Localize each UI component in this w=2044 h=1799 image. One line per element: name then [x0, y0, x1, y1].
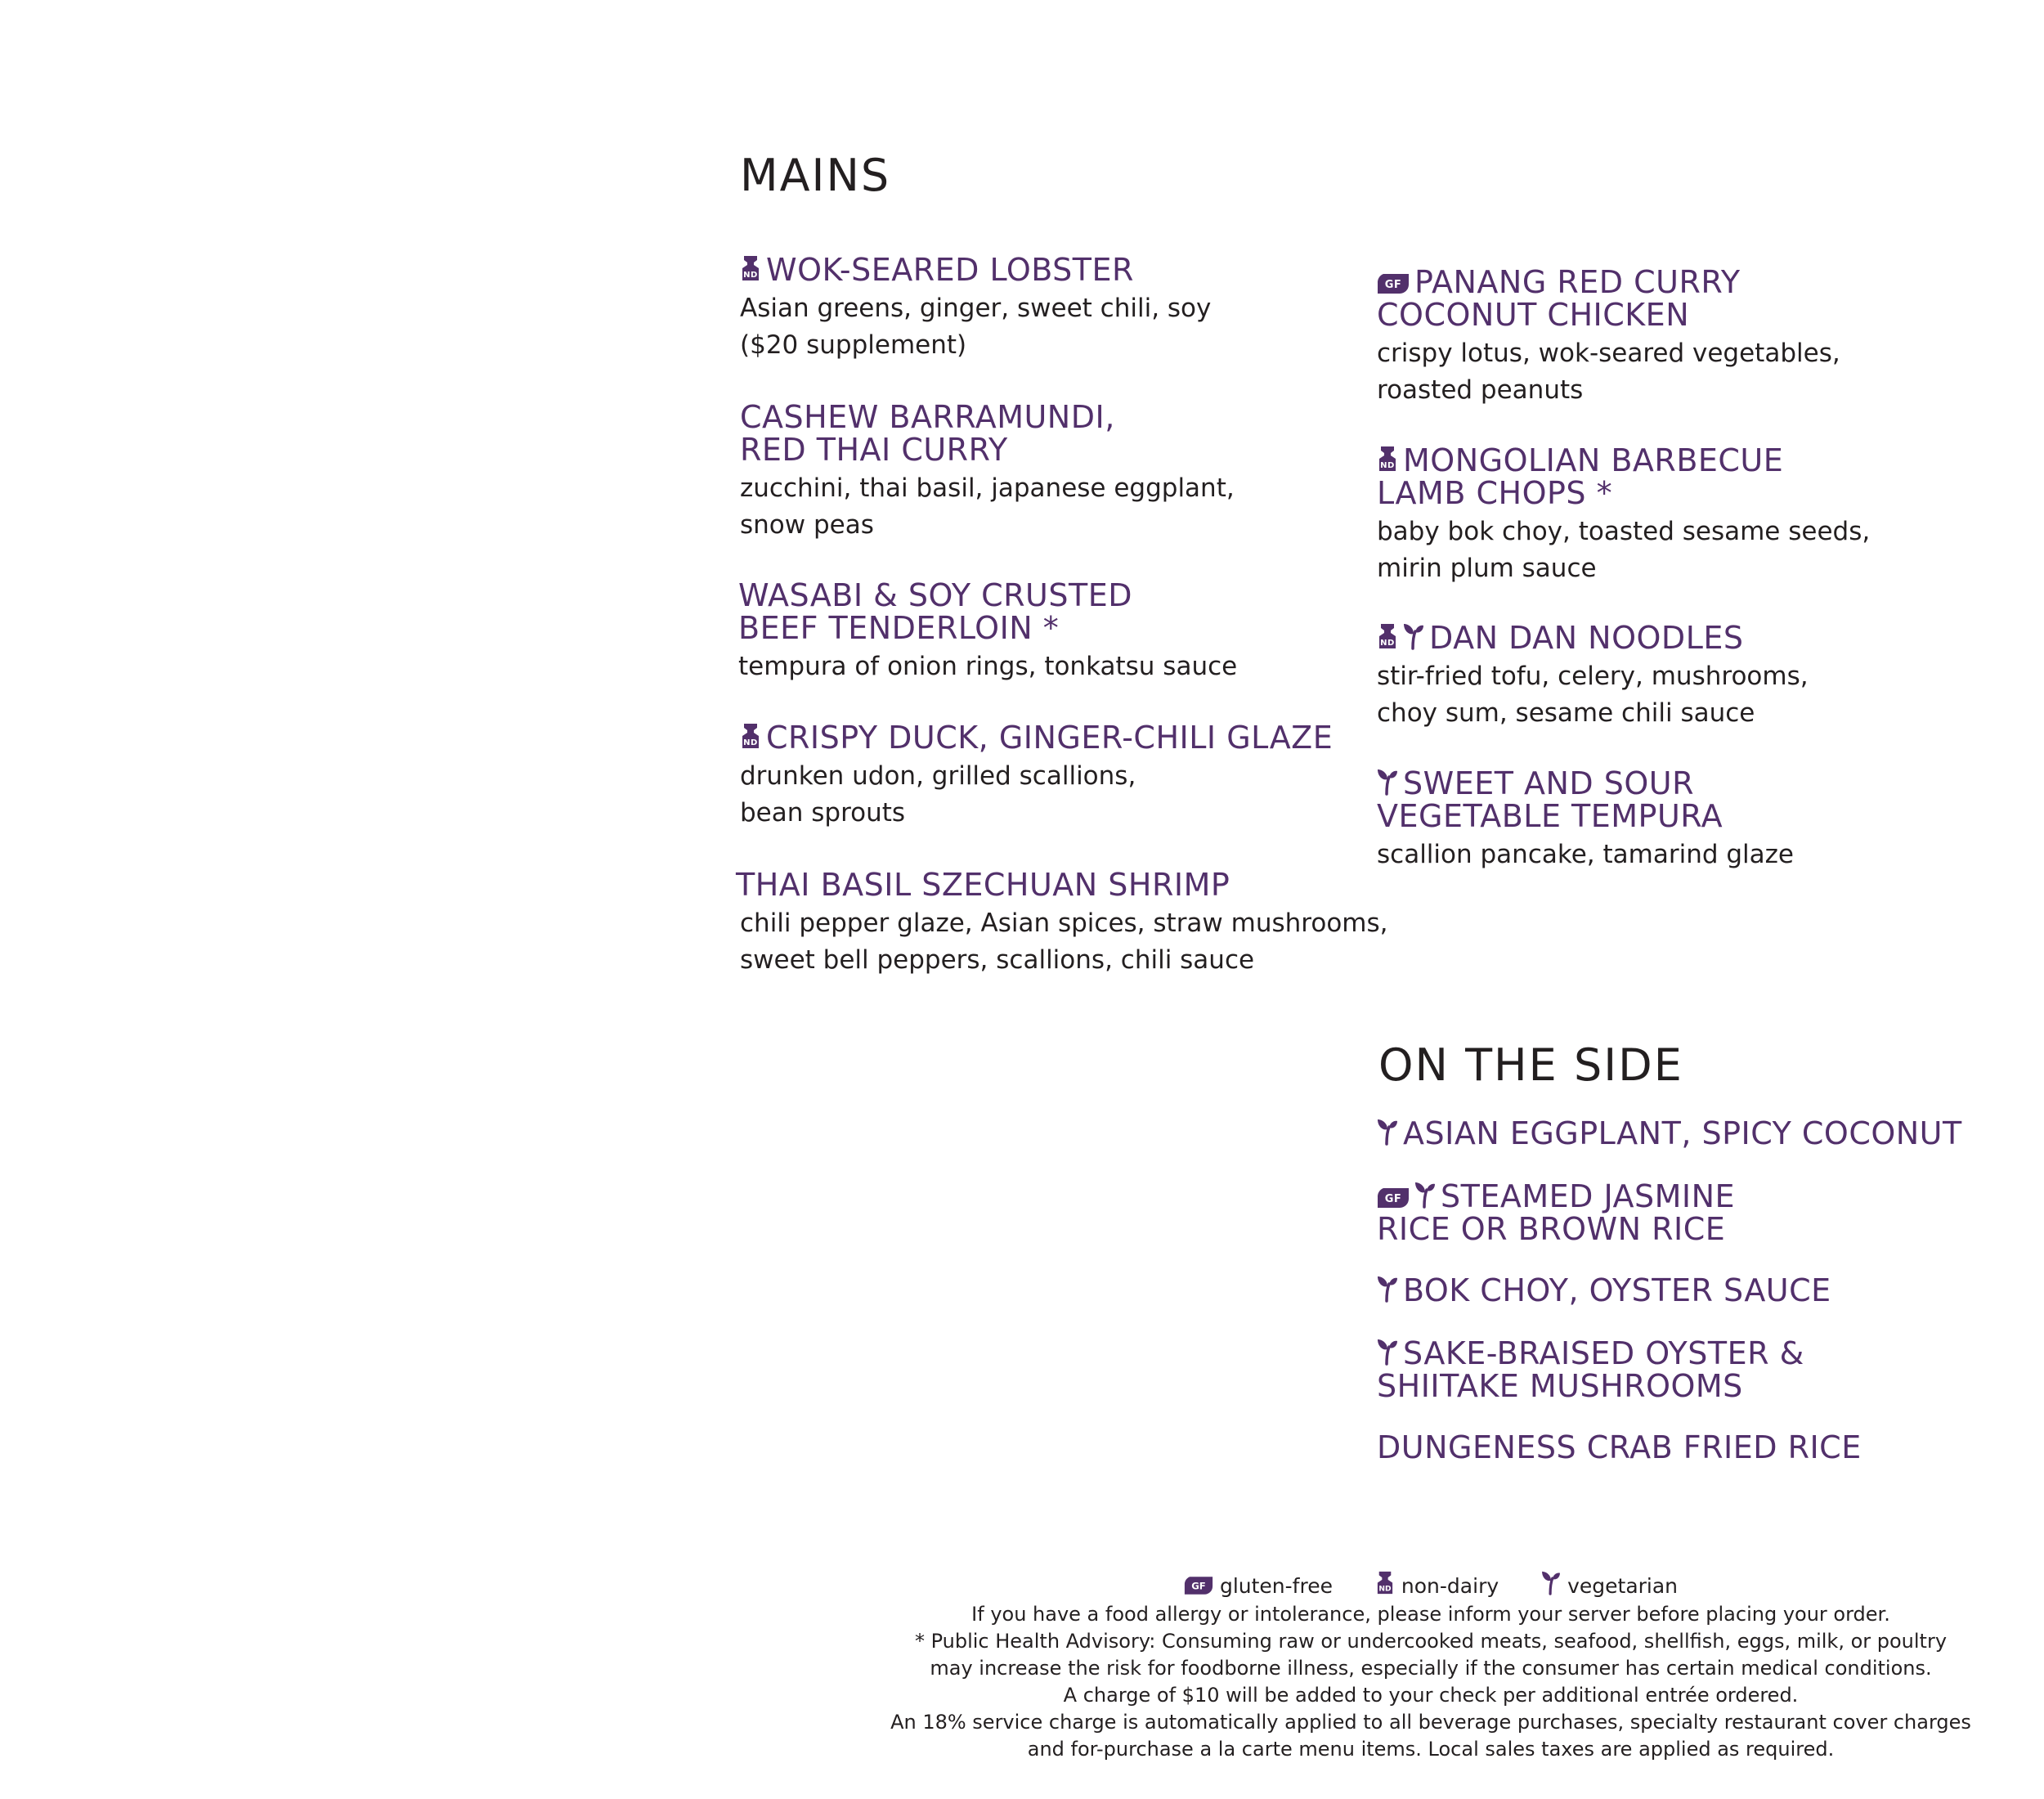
allergy-notice: If you have a food allergy or intolerance, please inform your server before placing your order.	[971, 1603, 1890, 1626]
menu-item-panang-red-curry	[1377, 266, 1840, 409]
vegetarian-icon	[1377, 1275, 1398, 1303]
svg-text:ND: ND	[1380, 461, 1395, 470]
svg-text:ND: ND	[1380, 639, 1395, 648]
svg-text:ND: ND	[743, 271, 758, 280]
side-item-steamed-rice: GF STEAMED JASMINE RICE OR BROWN RICE	[1377, 1178, 1736, 1247]
side-item-bok-choy: BOK CHOY, OYSTER SAUCE	[1377, 1274, 1831, 1307]
on-the-side-title: ON THE SIDE	[1378, 1039, 1683, 1091]
dietary-legend	[850, 1570, 2011, 1601]
legend-vegetarian-label: vegetarian	[1567, 1574, 1679, 1598]
legend-non-dairy-label: non-dairy	[1401, 1574, 1499, 1598]
menu-item-thai-basil-shrimp	[736, 868, 1387, 979]
svg-text:GF: GF	[1191, 1580, 1206, 1592]
health-advisory-line-1: * Public Health Advisory: Consuming raw or undercooked meats, seafood, shellfish, eggs, milk, or poultry	[914, 1630, 1948, 1653]
menu-item-description: crispy lotus, wok-seared vegetables, roasted peanuts	[1377, 339, 1840, 405]
menu-item-name: THAI BASIL SZECHUAN SHRIMP	[736, 867, 1230, 903]
health-advisory-line-2: may increase the risk for foodborne illness, especially if the consumer has certain medical conditions.	[930, 1657, 1932, 1680]
menu-item-wok-seared-lobster	[740, 253, 1211, 364]
menu-item-description: stir-fried tofu, celery, mushrooms, choy sum, sesame chili sauce	[1377, 662, 1809, 728]
menu-item-name: WASABI & SOY CRUSTED BEEF TENDERLOIN *	[738, 577, 1132, 646]
menu-item-description: scallion pancake, tamarind glaze	[1377, 840, 1795, 869]
non-dairy-icon	[1375, 1570, 1395, 1595]
menu-item-mongolian-lamb-chops	[1377, 444, 1870, 587]
menu-item-name: GF PANANG RED CURRY COCONUT CHICKEN	[1377, 264, 1741, 333]
svg-text:GF: GF	[1384, 1193, 1402, 1205]
vegetarian-icon	[1377, 1338, 1398, 1366]
legend-vegetarian	[1541, 1570, 1678, 1601]
menu-item-description: tempura of onion rings, tonkatsu sauce	[738, 652, 1238, 681]
svg-text:ND: ND	[743, 738, 758, 747]
gluten-free-icon	[1377, 1187, 1410, 1209]
menu-item-description: baby bok choy, toasted sesame seeds, mirin plum sauce	[1377, 517, 1871, 583]
legend-non-dairy	[1375, 1570, 1499, 1601]
non-dairy-icon	[1377, 622, 1398, 650]
service-charge-line-2: and for-purchase a la carte menu items. Local sales taxes are applied as required.	[1027, 1738, 1835, 1761]
vegetarian-icon	[1403, 622, 1424, 650]
menu-item-dan-dan-noodles	[1377, 621, 1809, 732]
menu-item-description: drunken udon, grilled scallions, bean sprouts	[740, 761, 1136, 828]
non-dairy-icon	[740, 254, 761, 282]
gluten-free-icon	[1184, 1576, 1213, 1595]
menu-item-name: ND MONGOLIAN BARBECUE LAMB CHOPS *	[1377, 442, 1784, 511]
svg-text:ND: ND	[1378, 1585, 1392, 1594]
menu-item-name: ND WOK-SEARED LOBSTER	[740, 253, 1211, 286]
vegetarian-icon	[1377, 768, 1398, 796]
menu-item-name: CASHEW BARRAMUNDI, RED THAI CURRY	[740, 399, 1115, 468]
menu-item-sweet-sour-tempura	[1377, 767, 1794, 873]
vegetarian-icon	[1414, 1181, 1436, 1209]
menu-item-description: zucchini, thai basil, japanese eggplant, snow peas	[740, 473, 1235, 540]
menu-item-description: Asian greens, ginger, sweet chili, soy ($20 supplement)	[740, 294, 1212, 360]
menu-footer	[850, 1570, 2011, 1763]
non-dairy-icon	[740, 722, 761, 750]
side-item-asian-eggplant: ASIAN EGGPLANT, SPICY COCONUT	[1377, 1117, 1962, 1150]
menu-item-cashew-barramundi	[740, 401, 1235, 544]
side-item-dungeness-crab-rice: DUNGENESS CRAB FRIED RICE	[1377, 1429, 1862, 1465]
menu-item-wasabi-beef-tenderloin	[738, 579, 1237, 685]
additional-entree-charge: A charge of $10 will be added to your check per additional entrée ordered.	[1063, 1684, 1799, 1707]
vegetarian-icon	[1377, 1118, 1398, 1146]
legend-gluten-free-label: gluten-free	[1219, 1574, 1333, 1598]
menu-item-crispy-duck	[740, 721, 1333, 832]
service-charge-line-1: An 18% service charge is automatically applied to all beverage purchases, specialty restaurant cover charges	[890, 1711, 1971, 1734]
menu-item-description: chili pepper glaze, Asian spices, straw mushrooms, sweet bell peppers, scallions, chili sauce	[740, 908, 1388, 975]
mains-title: MAINS	[740, 150, 891, 201]
menu-item-name: ND DAN DAN NOODLES	[1377, 621, 1809, 654]
non-dairy-icon	[1377, 445, 1398, 473]
vegetarian-icon	[1541, 1570, 1561, 1595]
menu-item-name: ND CRISPY DUCK, GINGER-CHILI GLAZE	[740, 721, 1333, 754]
side-item-sake-braised-mushrooms: SAKE-BRAISED OYSTER & SHIITAKE MUSHROOMS	[1377, 1335, 1804, 1404]
legend-gluten-free	[1184, 1572, 1333, 1601]
gluten-free-icon	[1377, 273, 1410, 294]
svg-text:GF: GF	[1384, 279, 1402, 291]
menu-item-name: SWEET AND SOUR VEGETABLE TEMPURA	[1377, 765, 1724, 834]
